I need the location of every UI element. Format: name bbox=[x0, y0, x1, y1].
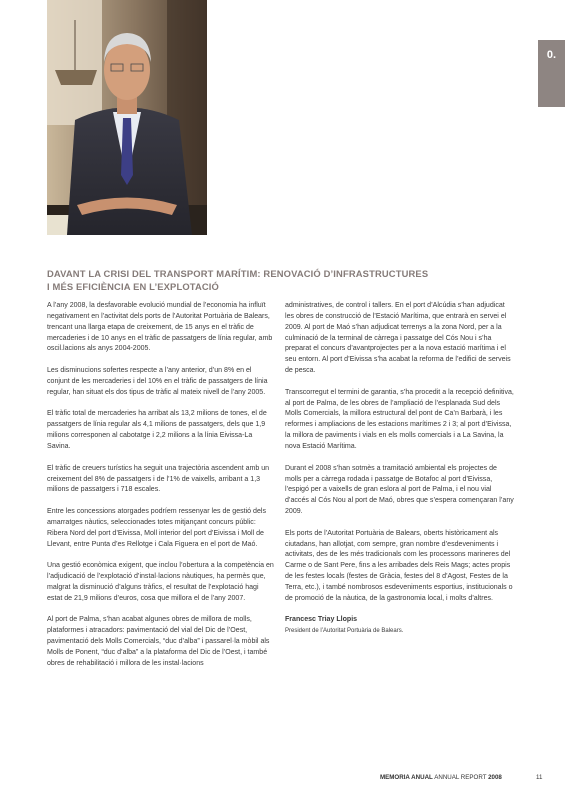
paragraph: Durant el 2008 s’han sotmès a tramitació ambiental els projectes de molls per a càrrega rodada i passatge de Botafoc al port d’Eivissa, l’espigó per a vaixells de gran eslora al port de Palma, i el nou vial d’accés al Cós Nou al port de Maó, obres que s’espera començaran l’any 2009. bbox=[285, 464, 514, 516]
signature-name: Francesc Triay Llopis bbox=[285, 616, 358, 624]
paragraph: Els ports de l’Autoritat Portuària de Balears, oberts històricament als ciutadans, han allotjat, com sempre, gran nombre d’esdeveniments i activitats, des de les més tradicionals com les processons marineres del Carme o de Sant Pere, fins a les arribades dels Reis Mags; actes propis de les festes locals (festes de Gràcia, festes del 8 d’Agost, Festes de la Terra, etc.), i també nombrosos esdeveniments esportius, institucionals o de promoció de la nàutica, de la gastronomia local, i molts d’altres. bbox=[285, 529, 513, 602]
paragraph: El tràfic total de mercaderies ha arribat als 13,2 milions de tones, el de passatgers de línia regular als 4,1 milions de passatgers, dels que 1,9 milions corresponen al cabotatge i 2,2 milions a la línia Eivissa-La Savina. bbox=[47, 410, 267, 450]
portrait-photo bbox=[47, 0, 207, 235]
paragraph: administratives, de control i tallers. En el port d’Alcúdia s’han adjudicat les obres de construcció de l’Estació Marítima, que entrarà en servei el 2009. Al port de Maó s’han adjudicat terrenys a la zona Nord, per a la culminació de la terminal de càrrega i passatge del Cós Nou i s’ha preparat el concurs d’avantprojectes per a la nova estació marítima i el seu entorn. Al port d’Eivissa s’ha acabat la reforma de l’edifici de serveis de pesca. bbox=[285, 302, 511, 375]
footer-year: 2008 bbox=[488, 774, 502, 781]
paragraph: El tràfic de creuers turístics ha seguit una trajectòria ascendent amb un creixement del 8% de passatgers i de l’1% de vaixells, arribant a 1,3 milions de passatgers i 718 escales. bbox=[47, 464, 270, 494]
section-tab-label: 0. bbox=[546, 49, 557, 61]
page-number: 11 bbox=[536, 774, 543, 781]
paragraph: A l’any 2008, la desfavorable evolució mundial de l’economia ha influït negativament en l’activitat dels ports de l’Autoritat Portuària de Balears, trencant una llarga etapa de creixement, de 15 anys en el tràfic de mercaderies i de 10 anys en el tràfic de passatgers de línia regular, amb oscil.lacions als anys 2004-2005. bbox=[47, 302, 273, 353]
paragraph: Una gestió econòmica exigent, que inclou l’obertura a la competència en l’adjudicació de l’explotació d’instal·lacions nàutiques, ha permès que, malgrat la disminució d’alguns tràfics, el resultat de l’explotació hagi estat de 21,9 milions d’euros, cosa que millora el de l’any 2007. bbox=[47, 562, 274, 602]
right-column bbox=[285, 301, 515, 647]
paragraph: Les disminucions sofertes respecte a l’any anterior, d’un 8% en el conjunt de les mercaderies i del 10% en el tràfic de passatgers de línia regular, han situat els dos tipus de tràfic al mateix nivell de l’any 2005. bbox=[47, 367, 268, 396]
heading-line-2: I MÉS EFICIÈNCIA EN L’EXPLOTACIÓ bbox=[47, 280, 220, 292]
signature-role: President de l’Autoritat Portuària de Balears. bbox=[285, 628, 404, 635]
article-heading bbox=[47, 268, 467, 293]
footer-label: ANNUAL REPORT bbox=[434, 774, 487, 781]
footer-bold-label: MEMORIA ANUAL bbox=[380, 774, 433, 781]
paragraph: Transcorregut el termini de garantia, s’ha procedit a la recepció definitiva, al port de Palma, de les obres de l’ampliació de l’esplanada Sud dels Molls Comercials, la millora estructural del pont de Ca’n Barbarà, i les reformes i ampliacions de les estacions marítimes 2 i 3; al port d’Eivissa, la millora de paviments i vials en els molls comercials i a La Savina, la nova Estació Marítima. bbox=[285, 388, 514, 450]
paragraph: Entre les concessions atorgades podríem ressenyar les de gestió dels amarratges nàutics, seleccionades totes mitjançant concurs públic: Ribera Nord del port d’Eivissa, Moll interior del port d’Eivissa i Moll de Llevant, entre Punta d’es Rellotge i Cala Figuera en el port de Maó. bbox=[47, 508, 266, 548]
left-column bbox=[47, 301, 274, 681]
heading-line-1: DAVANT LA CRISI DEL TRANSPORT MARÍTIM: RENOVACIÓ D’INFRASTRUCTURES bbox=[47, 268, 429, 279]
page-footer bbox=[380, 774, 520, 781]
section-tab bbox=[538, 40, 565, 107]
portrait-image bbox=[47, 0, 207, 235]
paragraph: Al port de Palma, s’han acabat algunes obres de millora de molls, plataformes i atracadors: pavimentació del vial del Dic de l’Oest, pavimentació dels Molls Comercials, “duc d’alba” i passarel·la mòbil als Molls de Ponent, “duc d’alba” a la plataforma del Dic de l’Oest, i també obres de rehabilitació i millora de les instal·lacions bbox=[47, 616, 270, 667]
